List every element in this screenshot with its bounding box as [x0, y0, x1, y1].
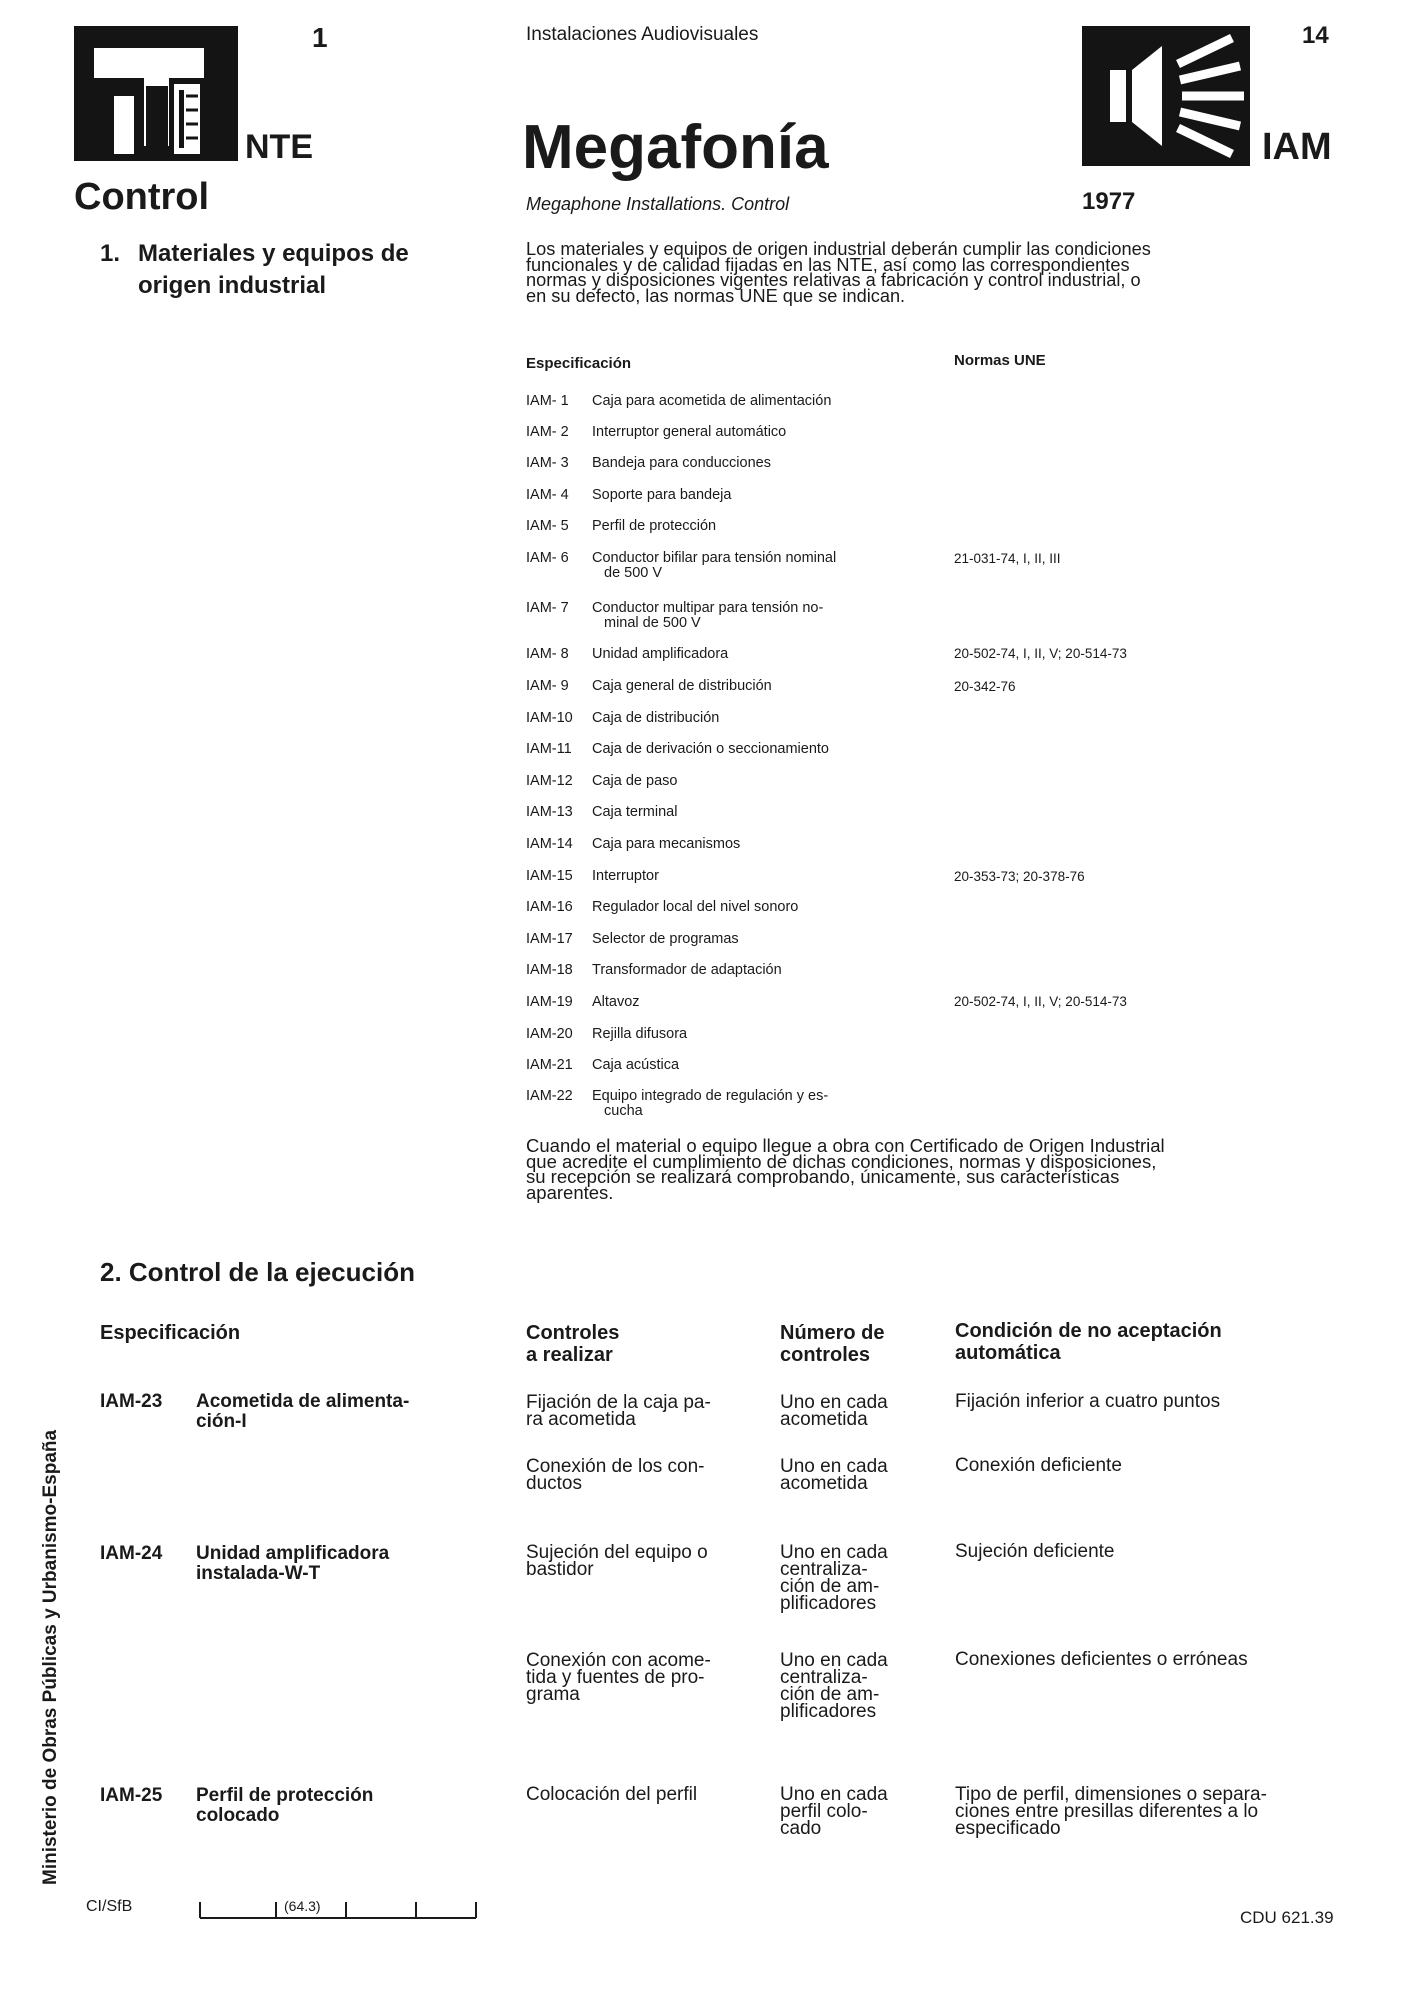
item-text: Caja de distribución — [592, 710, 720, 726]
item-text: Transformador de adaptación — [592, 962, 782, 978]
control-line: ra acometida — [526, 1409, 636, 1430]
item-norm: 20-502-74, I, II, V; 20-514-73 — [954, 646, 1127, 661]
row-control — [526, 1544, 708, 1578]
list-item — [526, 647, 926, 662]
item-norm: 20-353-73; 20-378-76 — [954, 869, 1085, 884]
list-item — [526, 519, 926, 534]
spec-line: Perfil de protección — [196, 1785, 374, 1806]
list-item — [526, 995, 926, 1010]
list-item — [526, 679, 926, 694]
col-controls-line: Controles — [526, 1322, 620, 1344]
list-item — [526, 805, 926, 820]
list-item — [526, 774, 926, 789]
item-text: Caja general de distribución — [592, 678, 772, 694]
control-line: Colocación del perfil — [526, 1784, 698, 1805]
materials-spec-header: Especificación — [526, 355, 632, 372]
section1-heading-line1: Materiales y equipos de — [138, 240, 409, 267]
list-item — [526, 900, 926, 915]
row-spec — [196, 1544, 389, 1584]
cdu-code: CDU 621.39 — [1240, 1908, 1334, 1927]
nte-logo — [74, 26, 238, 161]
item-code: IAM-12 — [526, 773, 573, 789]
number-line: ción de am- — [780, 1576, 880, 1597]
control-line: ductos — [526, 1473, 582, 1494]
condition-line: Tipo de perfil, dimensiones o separa- — [955, 1784, 1267, 1805]
year: 1977 — [1082, 188, 1136, 215]
item-code: IAM-13 — [526, 804, 573, 820]
item-text: Caja acústica — [592, 1057, 680, 1073]
section1-closing — [526, 1135, 1346, 1203]
item-text: Rejilla difusora — [592, 1026, 688, 1042]
row-code: IAM-25 — [100, 1785, 163, 1806]
speaker-logo-icon — [1082, 26, 1250, 166]
item-code: IAM-11 — [526, 741, 572, 757]
number-line: acometida — [780, 1473, 868, 1494]
row-spec — [196, 1392, 409, 1432]
closing-line: Cuando el material o equipo llegue a obra con Certificado de Origen Industrial — [526, 1135, 1165, 1156]
wrench-logo-icon — [74, 26, 238, 161]
item-norm: 20-342-76 — [954, 679, 1016, 694]
list-item — [526, 601, 926, 631]
item-code: IAM-14 — [526, 836, 573, 852]
row-condition — [955, 1650, 1248, 1670]
spec-line: colocado — [196, 1805, 280, 1826]
spec-line: Acometida de alimenta- — [196, 1391, 410, 1412]
number-line: Uno en cada — [780, 1392, 888, 1413]
number-line: Uno en cada — [780, 1650, 888, 1671]
item-code: IAM-18 — [526, 962, 573, 978]
condition-line: Sujeción deficiente — [955, 1541, 1115, 1562]
item-code: IAM- 3 — [526, 455, 569, 471]
col-controls-line: a realizar — [526, 1344, 613, 1366]
right-page-number: 14 — [1302, 22, 1329, 49]
control-line: grama — [526, 1684, 580, 1705]
col-controls-header — [526, 1322, 619, 1366]
number-line: plificadores — [780, 1593, 877, 1614]
row-code: IAM-24 — [100, 1543, 163, 1564]
condition-line: especificado — [955, 1818, 1061, 1839]
item-code: IAM- 9 — [526, 678, 569, 694]
list-item — [526, 963, 926, 978]
classification-boxes — [186, 1898, 486, 1920]
item-text: Interruptor — [592, 868, 659, 884]
list-item — [526, 456, 926, 471]
materials-norm-header: Normas UNE — [954, 352, 1046, 369]
item-text: Caja para mecanismos — [592, 836, 741, 852]
spec-line: ción-I — [196, 1411, 247, 1432]
number-line: Uno en cada — [780, 1542, 888, 1563]
cisfb-classification — [186, 1898, 486, 1920]
condition-line: ciones entre presillas diferentes a lo — [955, 1801, 1259, 1822]
item-text: Caja terminal — [592, 804, 678, 820]
list-item — [526, 1058, 926, 1073]
cisfb-code: (64.3) — [284, 1898, 321, 1914]
number-line: Uno en cada — [780, 1784, 888, 1805]
spec-line: instalada-W-T — [196, 1563, 321, 1584]
item-text: de 500 V — [604, 565, 663, 581]
row-number — [780, 1394, 888, 1428]
col-spec-header: Especificación — [100, 1322, 241, 1344]
item-code: IAM- 8 — [526, 646, 569, 662]
cisfb-label: CI/SfB — [86, 1898, 133, 1915]
list-item — [526, 837, 926, 852]
list-item — [526, 932, 926, 947]
condition-line: Conexiones deficientes o erróneas — [955, 1649, 1248, 1670]
list-item — [526, 488, 926, 503]
list-item — [526, 425, 926, 440]
item-text: Conductor bifilar para tensión nominal — [592, 550, 837, 566]
item-code: IAM- 2 — [526, 424, 569, 440]
iam-logo — [1082, 26, 1250, 166]
item-text: Altavoz — [592, 994, 640, 1010]
item-text: cucha — [604, 1103, 643, 1119]
spec-line: Unidad amplificadora — [196, 1543, 390, 1564]
item-text: Unidad amplificadora — [592, 646, 729, 662]
number-line: acometida — [780, 1409, 868, 1430]
number-line: plificadores — [780, 1701, 877, 1722]
intro-line: normas y disposiciones vigentes relativas a fabricación y control industrial, o — [526, 270, 1141, 290]
col-condition-line: Condición de no aceptación — [955, 1320, 1222, 1342]
row-condition — [955, 1786, 1267, 1837]
item-text: Caja para acometida de alimentación — [592, 393, 832, 409]
intro-line: Los materiales y equipos de origen industrial deberán cumplir las condiciones — [526, 239, 1151, 259]
number-line: ción de am- — [780, 1684, 880, 1705]
ministry-sidebar: Ministerio de Obras Públicas y Urbanismo-España — [40, 1429, 61, 1885]
item-code: IAM-21 — [526, 1057, 573, 1073]
col-number-line: controles — [780, 1344, 871, 1366]
col-condition-line: automática — [955, 1342, 1061, 1364]
control-line: bastidor — [526, 1559, 594, 1580]
row-control — [526, 1394, 711, 1428]
control-line: Fijación de la caja pa- — [526, 1392, 711, 1413]
left-page-number: 1 — [312, 22, 328, 53]
number-line: centraliza- — [780, 1667, 868, 1688]
item-code: IAM-17 — [526, 931, 573, 947]
row-number — [780, 1786, 888, 1837]
item-code: IAM- 4 — [526, 487, 569, 503]
closing-line: su recepción se realizará comprobando, únicamente, sus características — [526, 1166, 1120, 1187]
control-line: Sujeción del equipo o — [526, 1542, 708, 1563]
control-line: tida y fuentes de pro- — [526, 1667, 705, 1688]
item-text: Interruptor general automático — [592, 424, 787, 440]
section1-number: 1. — [100, 240, 121, 267]
item-text: minal de 500 V — [604, 615, 701, 631]
series-name: Instalaciones Audiovisuales — [526, 24, 759, 45]
item-text: Equipo integrado de regulación y es- — [592, 1088, 829, 1104]
item-code: IAM-15 — [526, 868, 573, 884]
item-code: IAM-20 — [526, 1026, 573, 1042]
row-control — [526, 1786, 697, 1803]
item-text: Caja de paso — [592, 773, 678, 789]
intro-line: en su defecto, las normas UNE que se indican. — [526, 285, 906, 306]
number-line: Uno en cada — [780, 1456, 888, 1477]
row-number — [780, 1652, 888, 1720]
item-text: Selector de programas — [592, 931, 739, 947]
item-text: Bandeja para conducciones — [592, 455, 771, 471]
number-line: centraliza- — [780, 1559, 868, 1580]
item-code: IAM- 5 — [526, 518, 569, 534]
row-control — [526, 1458, 705, 1492]
section1-intro — [526, 239, 1346, 306]
intro-line: funcionales y de calidad fijadas en las NTE, así como las correspondientes — [526, 254, 1130, 275]
page-subtitle: Megaphone Installations. Control — [526, 194, 790, 214]
list-item — [526, 1089, 926, 1119]
condition-line: Conexión deficiente — [955, 1455, 1122, 1476]
item-text: Soporte para bandeja — [592, 487, 732, 503]
section1-heading-line2: origen industrial — [138, 272, 327, 299]
condition-line: Fijación inferior a cuatro puntos — [955, 1391, 1221, 1412]
list-item — [526, 1027, 926, 1042]
closing-line: aparentes. — [526, 1181, 614, 1203]
item-text: Caja de derivación o seccionamiento — [592, 741, 829, 757]
row-control — [526, 1652, 711, 1703]
control-line: Conexión con acome- — [526, 1650, 711, 1671]
item-code: IAM- 6 — [526, 550, 569, 566]
iam-code: IAM — [1262, 126, 1332, 168]
list-item — [526, 742, 926, 757]
col-condition-header — [955, 1320, 1222, 1364]
section2-heading: 2. Control de la ejecución — [100, 1257, 415, 1287]
nte-label: NTE — [245, 128, 313, 166]
col-number-line: Número de — [780, 1322, 885, 1344]
item-code: IAM-19 — [526, 994, 573, 1010]
list-item — [526, 394, 926, 409]
page-title: Megafonía — [522, 113, 829, 182]
list-item — [526, 869, 926, 884]
closing-line: que acredite el cumplimiento de dichas condiciones, normas y disposiciones, — [526, 1150, 1157, 1172]
item-code: IAM-16 — [526, 899, 573, 915]
number-line: perfil colo- — [780, 1801, 868, 1822]
item-text: Regulador local del nivel sonoro — [592, 899, 799, 915]
list-item — [526, 711, 926, 726]
item-text: Conductor multipar para tensión no- — [592, 600, 824, 616]
section-title: Control — [74, 176, 210, 218]
row-number — [780, 1458, 888, 1492]
col-number-header — [780, 1322, 884, 1366]
item-code: IAM- 7 — [526, 600, 569, 616]
row-condition — [955, 1392, 1220, 1412]
row-number — [780, 1544, 888, 1612]
item-text: Perfil de protección — [592, 518, 717, 534]
list-item — [526, 551, 926, 581]
item-code: IAM-22 — [526, 1088, 573, 1104]
item-norm: 20-502-74, I, II, V; 20-514-73 — [954, 994, 1127, 1009]
item-code: IAM-10 — [526, 710, 573, 726]
item-code: IAM- 1 — [526, 393, 569, 409]
row-spec — [196, 1786, 373, 1826]
number-line: cado — [780, 1818, 822, 1839]
row-code: IAM-23 — [100, 1391, 163, 1412]
control-line: Conexión de los con- — [526, 1456, 705, 1477]
row-condition — [955, 1456, 1122, 1476]
row-condition — [955, 1542, 1115, 1562]
item-norm: 21-031-74, I, II, III — [954, 551, 1061, 566]
